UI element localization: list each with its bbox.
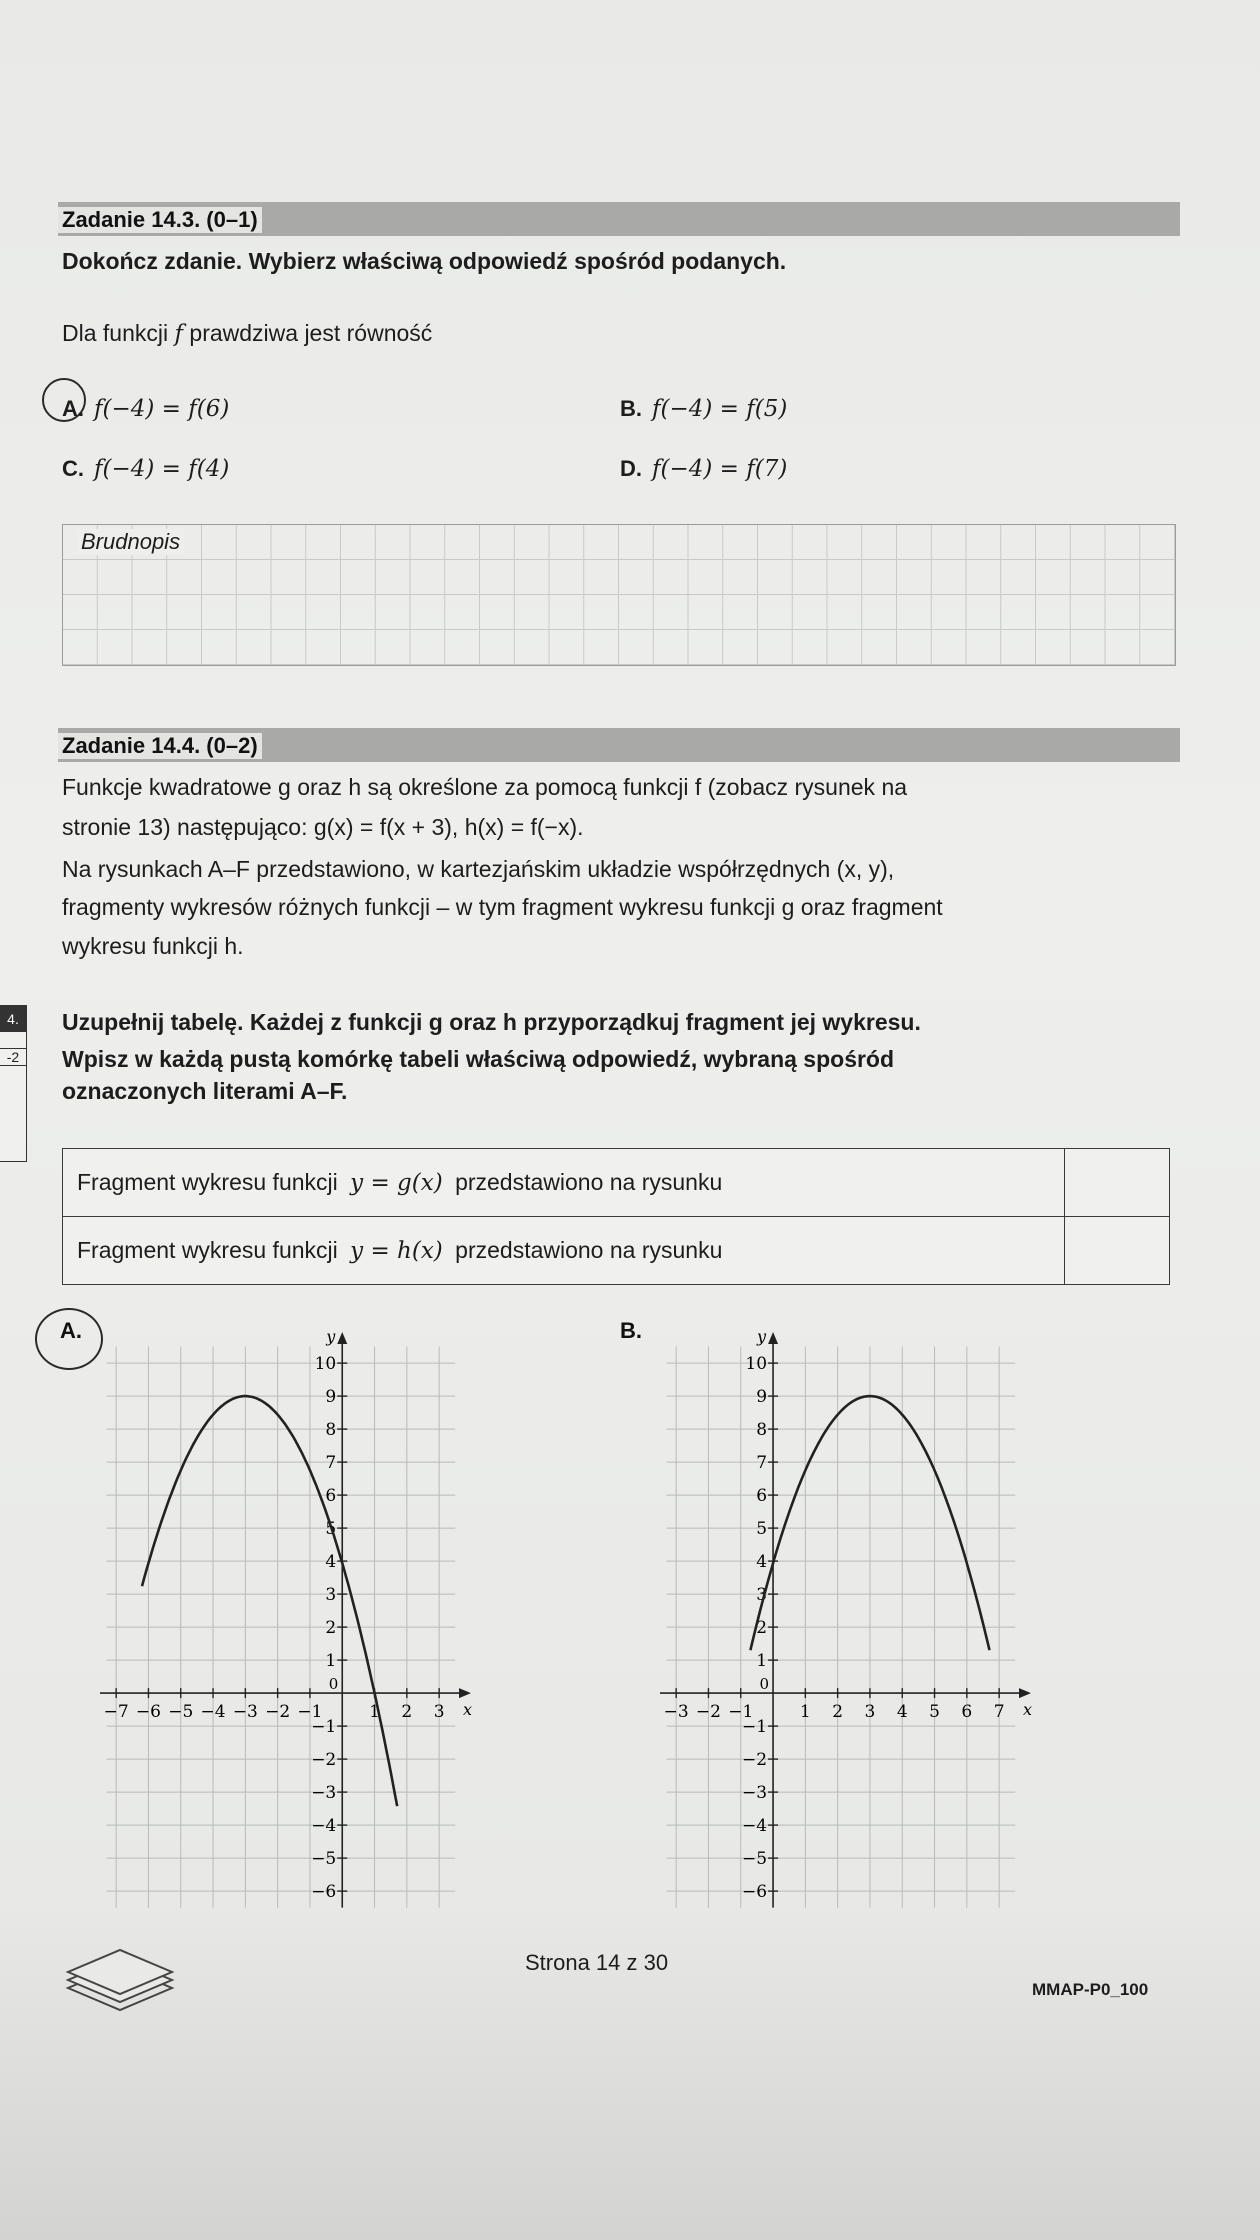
stem-pre: Dla funkcji [62,320,169,346]
x-tick-label: 6 [961,1702,973,1723]
y-tick-label: 5 [325,1519,337,1540]
stem-var: f [174,321,184,347]
y-tick-label: −6 [741,1882,768,1903]
y-tick-label: 10 [314,1354,337,1375]
x-axis-label: x [1022,1700,1033,1720]
stacked-papers-icon [60,1940,180,2020]
y-tick-label: −2 [311,1750,337,1771]
x-tick-label: 3 [433,1702,445,1723]
chart-title: A. [60,1318,82,1343]
y-tick-label: −3 [311,1783,337,1804]
x-tick-label: −2 [265,1702,291,1723]
task-14-4-p2: stronie 13) następująco: g(x) = f(x + 3), h(x) = f(−x). [62,814,584,840]
y-tick-label: 7 [325,1453,337,1474]
task-14-4-header: Zadanie 14.4. (0–2) [58,733,262,759]
task-14-3-stem [62,316,432,351]
y-tick-label: −3 [741,1783,768,1804]
x-tick-label: −6 [135,1702,161,1723]
task-14-4-instr-1: Uzupełnij tabelę. Każdej z funkcji g oraz h przyporządkuj fragment jej wykresu. [62,1009,921,1035]
y-tick-label: 2 [756,1618,768,1639]
y-tick-label: 6 [756,1486,768,1507]
task-14-4-p4: fragmenty wykresów różnych funkcji – w tym fragment wykresu funkcji g oraz fragment [62,894,943,920]
y-tick-label: 1 [325,1651,337,1672]
answer-cell-h[interactable] [1065,1217,1170,1285]
option-c[interactable]: C. f(−4) = f(4) [62,456,230,482]
table-row-g [63,1149,1170,1217]
y-tick-label: 9 [756,1387,768,1408]
exam-code: MMAP-P0_100 [1032,1980,1149,1999]
x-tick-label: −4 [200,1702,226,1723]
y-tick-label: −1 [311,1717,337,1738]
x-tick-label: 5 [929,1702,940,1723]
y-tick-label: 8 [756,1420,768,1441]
x-tick-label: −2 [695,1702,721,1723]
option-d[interactable]: D. f(−4) = f(7) [620,456,788,482]
x-tick-label: 1 [369,1702,380,1723]
task-14-4-header-bar [58,728,1180,762]
y-axis-label: y [757,1327,767,1346]
task-14-4-p5: wykresu funkcji h. [62,933,244,959]
stem-post: prawdziwa jest równość [189,320,433,346]
margin-score-box [0,1005,27,1162]
y-tick-label: −2 [741,1750,768,1771]
y-tick-label: −4 [741,1816,768,1837]
y-tick-label: 4 [325,1552,337,1573]
y-tick-label: 7 [756,1453,768,1474]
chart-title: B. [620,1318,642,1343]
x-tick-label: −3 [232,1702,258,1723]
y-tick-label: −4 [311,1816,337,1837]
x-tick-label: −1 [728,1702,754,1723]
y-tick-label: 4 [756,1552,768,1573]
option-a[interactable]: A. f(−4) = f(6) [62,396,230,422]
row-h-label: Fragment wykresu funkcji y = h(x) przedstawiono na rysunku [63,1217,1065,1285]
y-tick-label: −1 [741,1717,768,1738]
x-axis-arrow [1019,1688,1031,1698]
y-axis-arrow [337,1332,347,1344]
origin-label: 0 [759,1675,770,1694]
margin-label-1: 4. [0,1006,26,1032]
y-tick-label: 8 [325,1420,337,1441]
table-row-h [63,1217,1170,1285]
draft-label: Brudnopis [77,529,184,555]
x-tick-label: −7 [103,1702,129,1723]
chart-a [40,1310,480,1910]
x-tick-label: 2 [401,1702,413,1723]
x-tick-label: 7 [993,1702,1005,1723]
y-tick-label: 9 [325,1387,337,1408]
x-axis-arrow [459,1688,471,1698]
draft-grid [62,524,1176,666]
y-tick-label: 3 [325,1585,337,1606]
x-tick-label: 3 [864,1702,876,1723]
y-tick-label: −5 [741,1849,768,1870]
origin-label: 0 [328,1675,339,1694]
y-tick-label: 6 [325,1486,337,1507]
y-tick-label: 3 [756,1585,768,1606]
y-axis-arrow [768,1332,778,1344]
y-tick-label: 10 [745,1354,768,1375]
page-number: Strona 14 z 30 [525,1950,669,1975]
task-14-3-header-bar [58,202,1180,236]
y-tick-label: 5 [756,1519,768,1540]
row-g-label: Fragment wykresu funkcji y = g(x) przedstawiono na rysunku [63,1149,1065,1217]
task-14-4-instr-2: Wpisz w każdą pustą komórkę tabeli właściwą odpowiedź, wybraną spośród [62,1046,895,1072]
chart-b [600,1310,1040,1910]
margin-label-2: -2 [0,1048,26,1066]
x-axis-label: x [462,1700,473,1720]
x-tick-label: −1 [297,1702,323,1723]
x-tick-label: 2 [832,1702,844,1723]
task-14-3-header: Zadanie 14.3. (0–1) [58,207,262,233]
x-tick-label: 4 [896,1702,908,1723]
y-tick-label: −6 [311,1882,337,1903]
task-14-3-instruction: Dokończ zdanie. Wybierz właściwą odpowiedź spośród podanych. [62,248,787,274]
x-tick-label: −5 [168,1702,194,1723]
y-axis-label: y [326,1327,336,1346]
answer-cell-g[interactable] [1065,1149,1170,1217]
task-14-4-instr-3: oznaczonych literami A–F. [62,1078,348,1104]
y-tick-label: 2 [325,1618,337,1639]
x-tick-label: −3 [663,1702,689,1723]
task-14-4-p3: Na rysunkach A–F przedstawiono, w kartezjańskim układzie współrzędnych (x, y), [62,856,895,882]
y-tick-label: −5 [311,1849,337,1870]
option-b[interactable]: B. f(−4) = f(5) [620,396,788,422]
task-14-4-p1: Funkcje kwadratowe g oraz h są określone za pomocą funkcji f (zobacz rysunek na [62,774,908,800]
answer-table [62,1148,1170,1285]
x-tick-label: 1 [799,1702,811,1723]
y-tick-label: 1 [756,1651,768,1672]
